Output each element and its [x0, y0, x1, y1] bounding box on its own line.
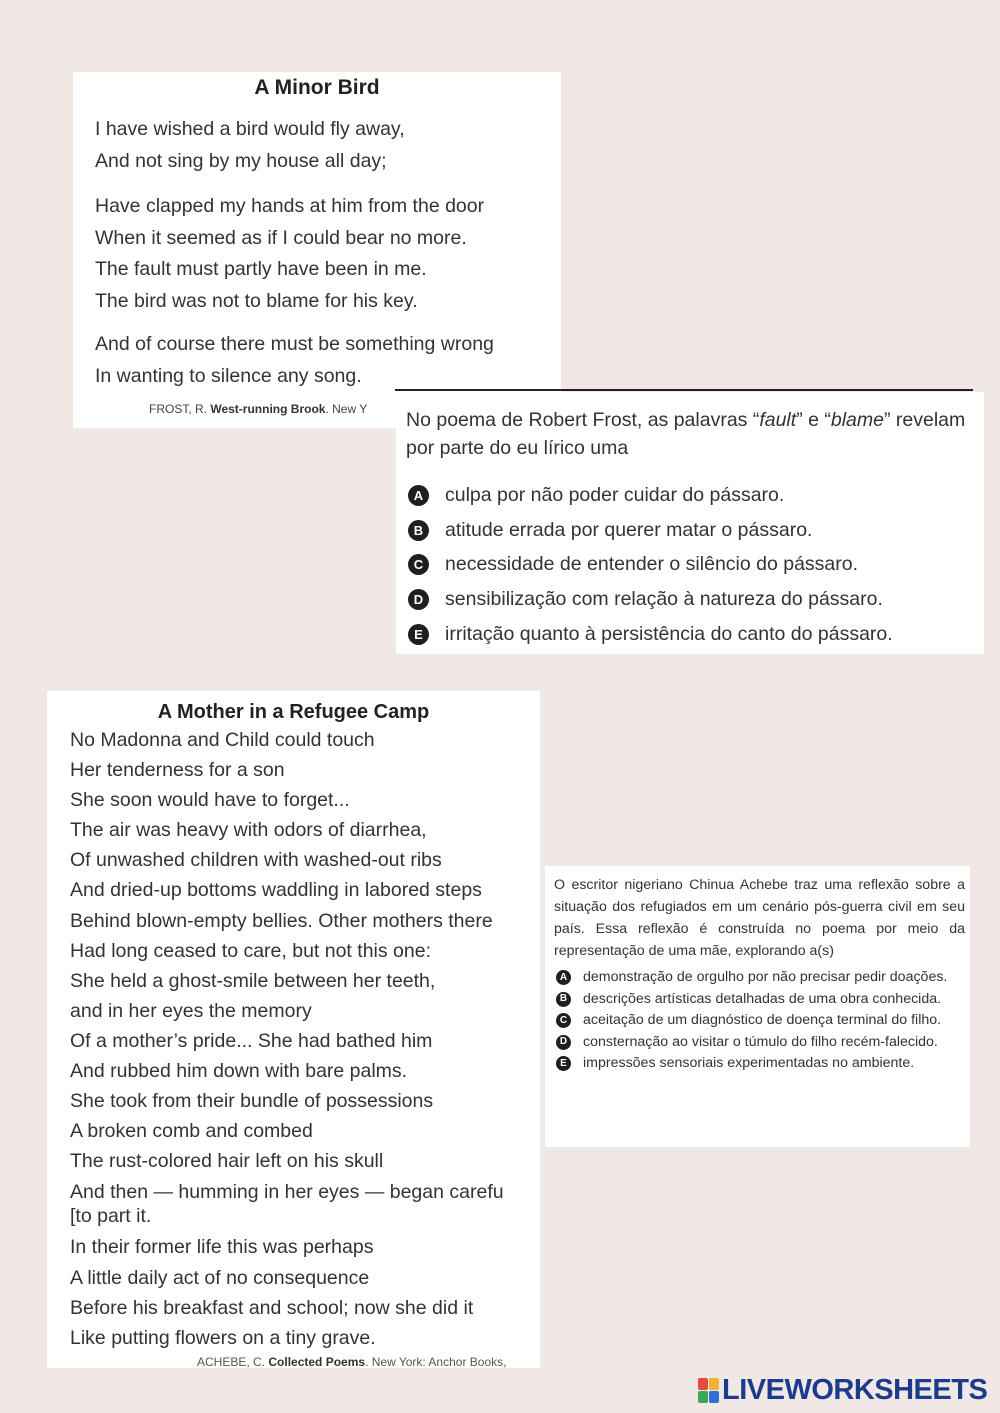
poem-line: The rust-colored hair left on his skull: [70, 1150, 384, 1173]
stem-text: ” e “: [796, 409, 831, 431]
poem-lines: [70, 725, 504, 1353]
option-letter-badge: D: [556, 1035, 571, 1050]
option-letter-badge: D: [408, 589, 429, 610]
option-text: aceitação de um diagnóstico de doença terminal do filho.: [583, 1012, 942, 1028]
option-letter-badge: A: [408, 485, 429, 506]
option-letter-badge: B: [408, 520, 429, 541]
poem-line: Behind blown-empty bellies. Other mothers there: [70, 909, 493, 932]
poem-line: Have clapped my hands at him from the door: [95, 195, 485, 217]
option-e[interactable]: [556, 1053, 967, 1075]
options-list: [556, 967, 967, 1075]
poem-stanza-2: [95, 191, 484, 317]
source-rest: . New York: Anchor Books,: [365, 1355, 507, 1368]
option-text: sensibilização com relação à natureza do pássaro.: [445, 587, 883, 610]
option-letter-badge: E: [408, 624, 429, 645]
poem-line: No Madonna and Child could touch: [70, 729, 375, 751]
option-a[interactable]: [408, 478, 893, 513]
option-letter-badge: C: [556, 1013, 571, 1028]
poem-source: [197, 1355, 506, 1368]
poem-line: [to part it.: [70, 1205, 152, 1228]
poem-line: She held a ghost-smile between her teeth,: [70, 969, 436, 992]
option-letter-badge: B: [556, 992, 571, 1007]
option-text: atitude errada por querer matar o pássaro.: [445, 518, 813, 541]
option-text: impressões sensoriais experimentadas no ambiente.: [583, 1055, 915, 1071]
options-list: [408, 478, 893, 651]
option-d[interactable]: [408, 582, 893, 617]
stem-text: ” revelam por parte do eu lírico uma: [406, 409, 966, 459]
poem-line: Of unwashed children with washed-out ribs: [70, 849, 442, 872]
option-letter-badge: A: [556, 970, 571, 985]
option-d[interactable]: [556, 1032, 967, 1054]
poem-line: and in her eyes the memory: [70, 999, 312, 1022]
poem-line: Like putting flowers on a tiny grave.: [70, 1326, 376, 1349]
option-e[interactable]: [408, 617, 893, 652]
poem-stanza-3: [95, 329, 494, 392]
logo-square-blue: [709, 1391, 719, 1403]
poem-title: A Mother in a Refugee Camp: [157, 701, 430, 723]
option-a[interactable]: [556, 967, 967, 989]
question-2: [545, 866, 970, 1147]
logo-text: LIVEWORKSHEETS: [722, 1374, 988, 1406]
logo-square-yellow: [709, 1378, 719, 1390]
question-stem: [406, 406, 981, 462]
poem-line: Her tenderness for a son: [70, 759, 285, 782]
stem-word-blame: blame: [830, 409, 884, 431]
poem-line: And not sing by my house all day;: [95, 149, 387, 172]
option-text: demonstração de orgulho por não precisar pedir doações.: [583, 969, 948, 985]
option-b[interactable]: [556, 989, 967, 1011]
source-author: FROST, R.: [149, 402, 211, 416]
source-author: ACHEBE, C.: [197, 1355, 269, 1368]
option-b[interactable]: [408, 513, 893, 548]
poem-line: She took from their bundle of possessions: [70, 1090, 434, 1113]
poem-line: And dried-up bottoms waddling in labored steps: [70, 879, 482, 902]
poem-line: Of a mother’s pride... She had bathed him: [70, 1029, 433, 1052]
option-c[interactable]: [556, 1010, 967, 1032]
logo-icon: [698, 1378, 719, 1403]
poem-line: And then — humming in her eyes — began carefu: [70, 1181, 504, 1204]
poem-line: I have wished a bird would fly away,: [95, 118, 405, 140]
poem-line: A broken comb and combed: [70, 1120, 313, 1143]
answer-line: [395, 389, 973, 391]
poem-line: When it seemed as if I could bear no more.: [95, 226, 467, 249]
option-letter-badge: C: [408, 554, 429, 575]
option-text: consternação ao visitar o túmulo do filho recém-falecido.: [583, 1033, 938, 1050]
option-text: culpa por não poder cuidar do pássaro.: [445, 483, 785, 506]
option-c[interactable]: [408, 547, 893, 582]
poem-line: Before his breakfast and school; now she did it: [70, 1296, 474, 1319]
poem-title: A Minor Bird: [254, 76, 380, 99]
logo-square-green: [698, 1391, 708, 1403]
source-book: Collected Poems: [268, 1355, 366, 1368]
option-text: descrições artísticas detalhadas de uma obra conhecida.: [583, 990, 942, 1007]
poem-line: In their former life this was perhaps: [70, 1236, 374, 1259]
poem-line: The fault must partly have been in me.: [95, 258, 427, 280]
source-rest: . New Y: [325, 402, 368, 416]
poem-line: The air was heavy with odors of diarrhea,: [70, 819, 427, 842]
poem-line: She soon would have to forget...: [70, 789, 350, 812]
stem-word-fault: fault: [759, 409, 797, 431]
option-text: necessidade de entender o silêncio do pássaro.: [445, 553, 859, 576]
question-1: [396, 392, 984, 654]
liveworksheets-logo[interactable]: [698, 1374, 987, 1407]
poem-line: A little daily act of no consequence: [70, 1266, 370, 1289]
option-letter-badge: E: [556, 1056, 571, 1071]
poem-line: In wanting to silence any song.: [95, 364, 362, 387]
poem-source: [149, 402, 367, 416]
poem-line: And rubbed him down with bare palms.: [70, 1060, 408, 1083]
logo-square-red: [698, 1378, 708, 1390]
poem-line: The bird was not to blame for his key.: [95, 289, 418, 312]
poem-stanza-1: [95, 114, 405, 177]
question-stem: O escritor nigeriano Chinua Achebe traz uma reflexão sobre a situação dos refugiados em um cenário pós-guerra civil em seu país. Essa reflexão é construída no poema por meio da representação de uma mãe, explorando a(s): [554, 877, 965, 959]
poem-line: And of course there must be something wrong: [95, 333, 494, 355]
poem-a-minor-bird: [73, 72, 561, 428]
poem-line: Had long ceased to care, but not this one:: [70, 939, 431, 962]
stem-text: No poema de Robert Frost, as palavras “: [406, 409, 760, 431]
option-text: irritação quanto à persistência do canto do pássaro.: [445, 622, 893, 645]
source-book: West-running Brook: [210, 402, 326, 416]
poem-mother-refugee-camp: [47, 691, 540, 1368]
